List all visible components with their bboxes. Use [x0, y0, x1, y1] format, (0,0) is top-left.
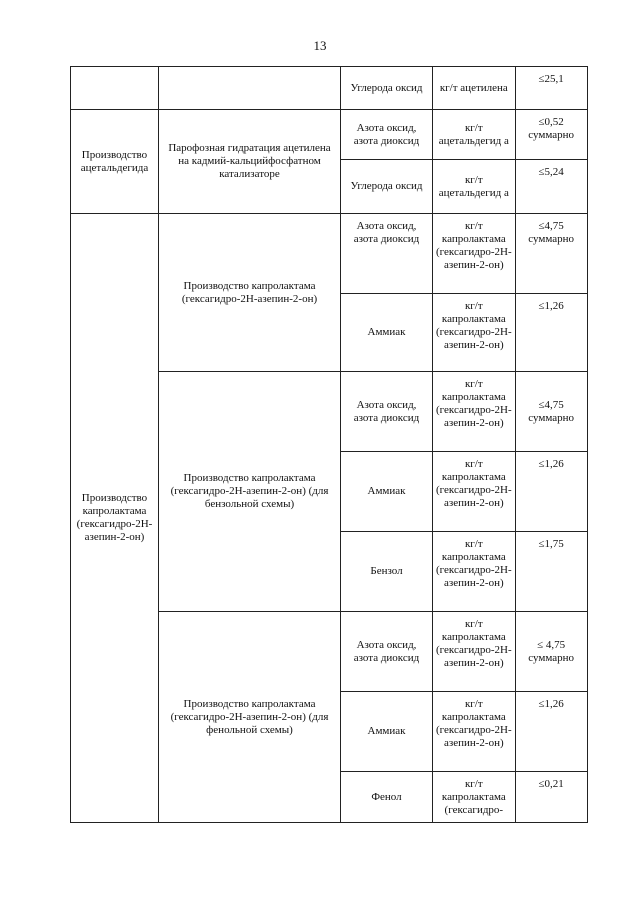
value-cell: ≤25,1 — [515, 67, 587, 110]
value-cell: ≤1,75 — [515, 532, 587, 612]
value-cell: ≤1,26 — [515, 452, 587, 532]
process-cell: Производство капролактама (гексагидро-2Н-азепин-2-он) — [159, 214, 341, 372]
production-cell — [71, 67, 159, 110]
unit-cell: кг/т капролактама (гексагидро-2Н-азепин-2-он) — [433, 692, 516, 772]
value-cell: ≤0,52 суммарно — [515, 110, 587, 160]
process-cell: Производство капролактама (гексагидро-2Н-азепин-2-он) (для фенольной схемы) — [159, 612, 341, 823]
emission-standards-table — [70, 66, 588, 823]
value-cell: ≤ 4,75 суммарно — [515, 612, 587, 692]
unit-cell: кг/т капролактама (гексагидро-2Н-азепин-2-он) — [433, 294, 516, 372]
unit-cell: кг/т ацетальдегид а — [433, 110, 516, 160]
value-cell: ≤0,21 — [515, 772, 587, 823]
substance-cell: Азота оксид, азота диоксид — [341, 372, 433, 452]
substance-cell: Аммиак — [341, 294, 433, 372]
table-row — [71, 67, 588, 110]
process-cell: Парофозная гидратация ацетилена на кадмий-кальцийфосфатном катализаторе — [159, 110, 341, 214]
substance-cell: Аммиак — [341, 452, 433, 532]
unit-cell: кг/т ацетилена — [433, 67, 516, 110]
table-row — [71, 110, 588, 160]
value-cell: ≤4,75 суммарно — [515, 214, 587, 294]
production-cell: Производство ацетальдегида — [71, 110, 159, 214]
unit-cell: кг/т капролактама (гексагидро-2Н-азепин-2-он) — [433, 612, 516, 692]
unit-cell: кг/т капролактама (гексагидро-2Н-азепин-2-он) — [433, 214, 516, 294]
process-cell: Производство капролактама (гексагидро-2Н-азепин-2-он) (для бензольной схемы) — [159, 372, 341, 612]
unit-cell: кг/т ацетальдегид а — [433, 160, 516, 214]
substance-cell: Углерода оксид — [341, 67, 433, 110]
substance-cell: Бензол — [341, 532, 433, 612]
unit-cell: кг/т капролактама (гексагидро- — [433, 772, 516, 823]
substance-cell: Аммиак — [341, 692, 433, 772]
value-cell: ≤1,26 — [515, 692, 587, 772]
value-cell: ≤5,24 — [515, 160, 587, 214]
substance-cell: Азота оксид, азота диоксид — [341, 214, 433, 294]
page-number: 13 — [313, 38, 327, 53]
substance-cell: Фенол — [341, 772, 433, 823]
unit-cell: кг/т капролактама (гексагидро-2Н-азепин-2-он) — [433, 372, 516, 452]
substance-cell: Азота оксид, азота диоксид — [341, 612, 433, 692]
unit-cell: кг/т капролактама (гексагидро-2Н-азепин-2-он) — [433, 452, 516, 532]
unit-cell: кг/т капролактама (гексагидро-2Н-азепин-2-он) — [433, 532, 516, 612]
process-cell — [159, 67, 341, 110]
substance-cell: Азота оксид, азота диоксид — [341, 110, 433, 160]
value-cell: ≤4,75 суммарно — [515, 372, 587, 452]
table-row — [71, 214, 588, 294]
substance-cell: Углерода оксид — [341, 160, 433, 214]
production-cell: Производство капролактама (гексагидро-2Н-азепин-2-он) — [71, 214, 159, 823]
value-cell: ≤1,26 — [515, 294, 587, 372]
